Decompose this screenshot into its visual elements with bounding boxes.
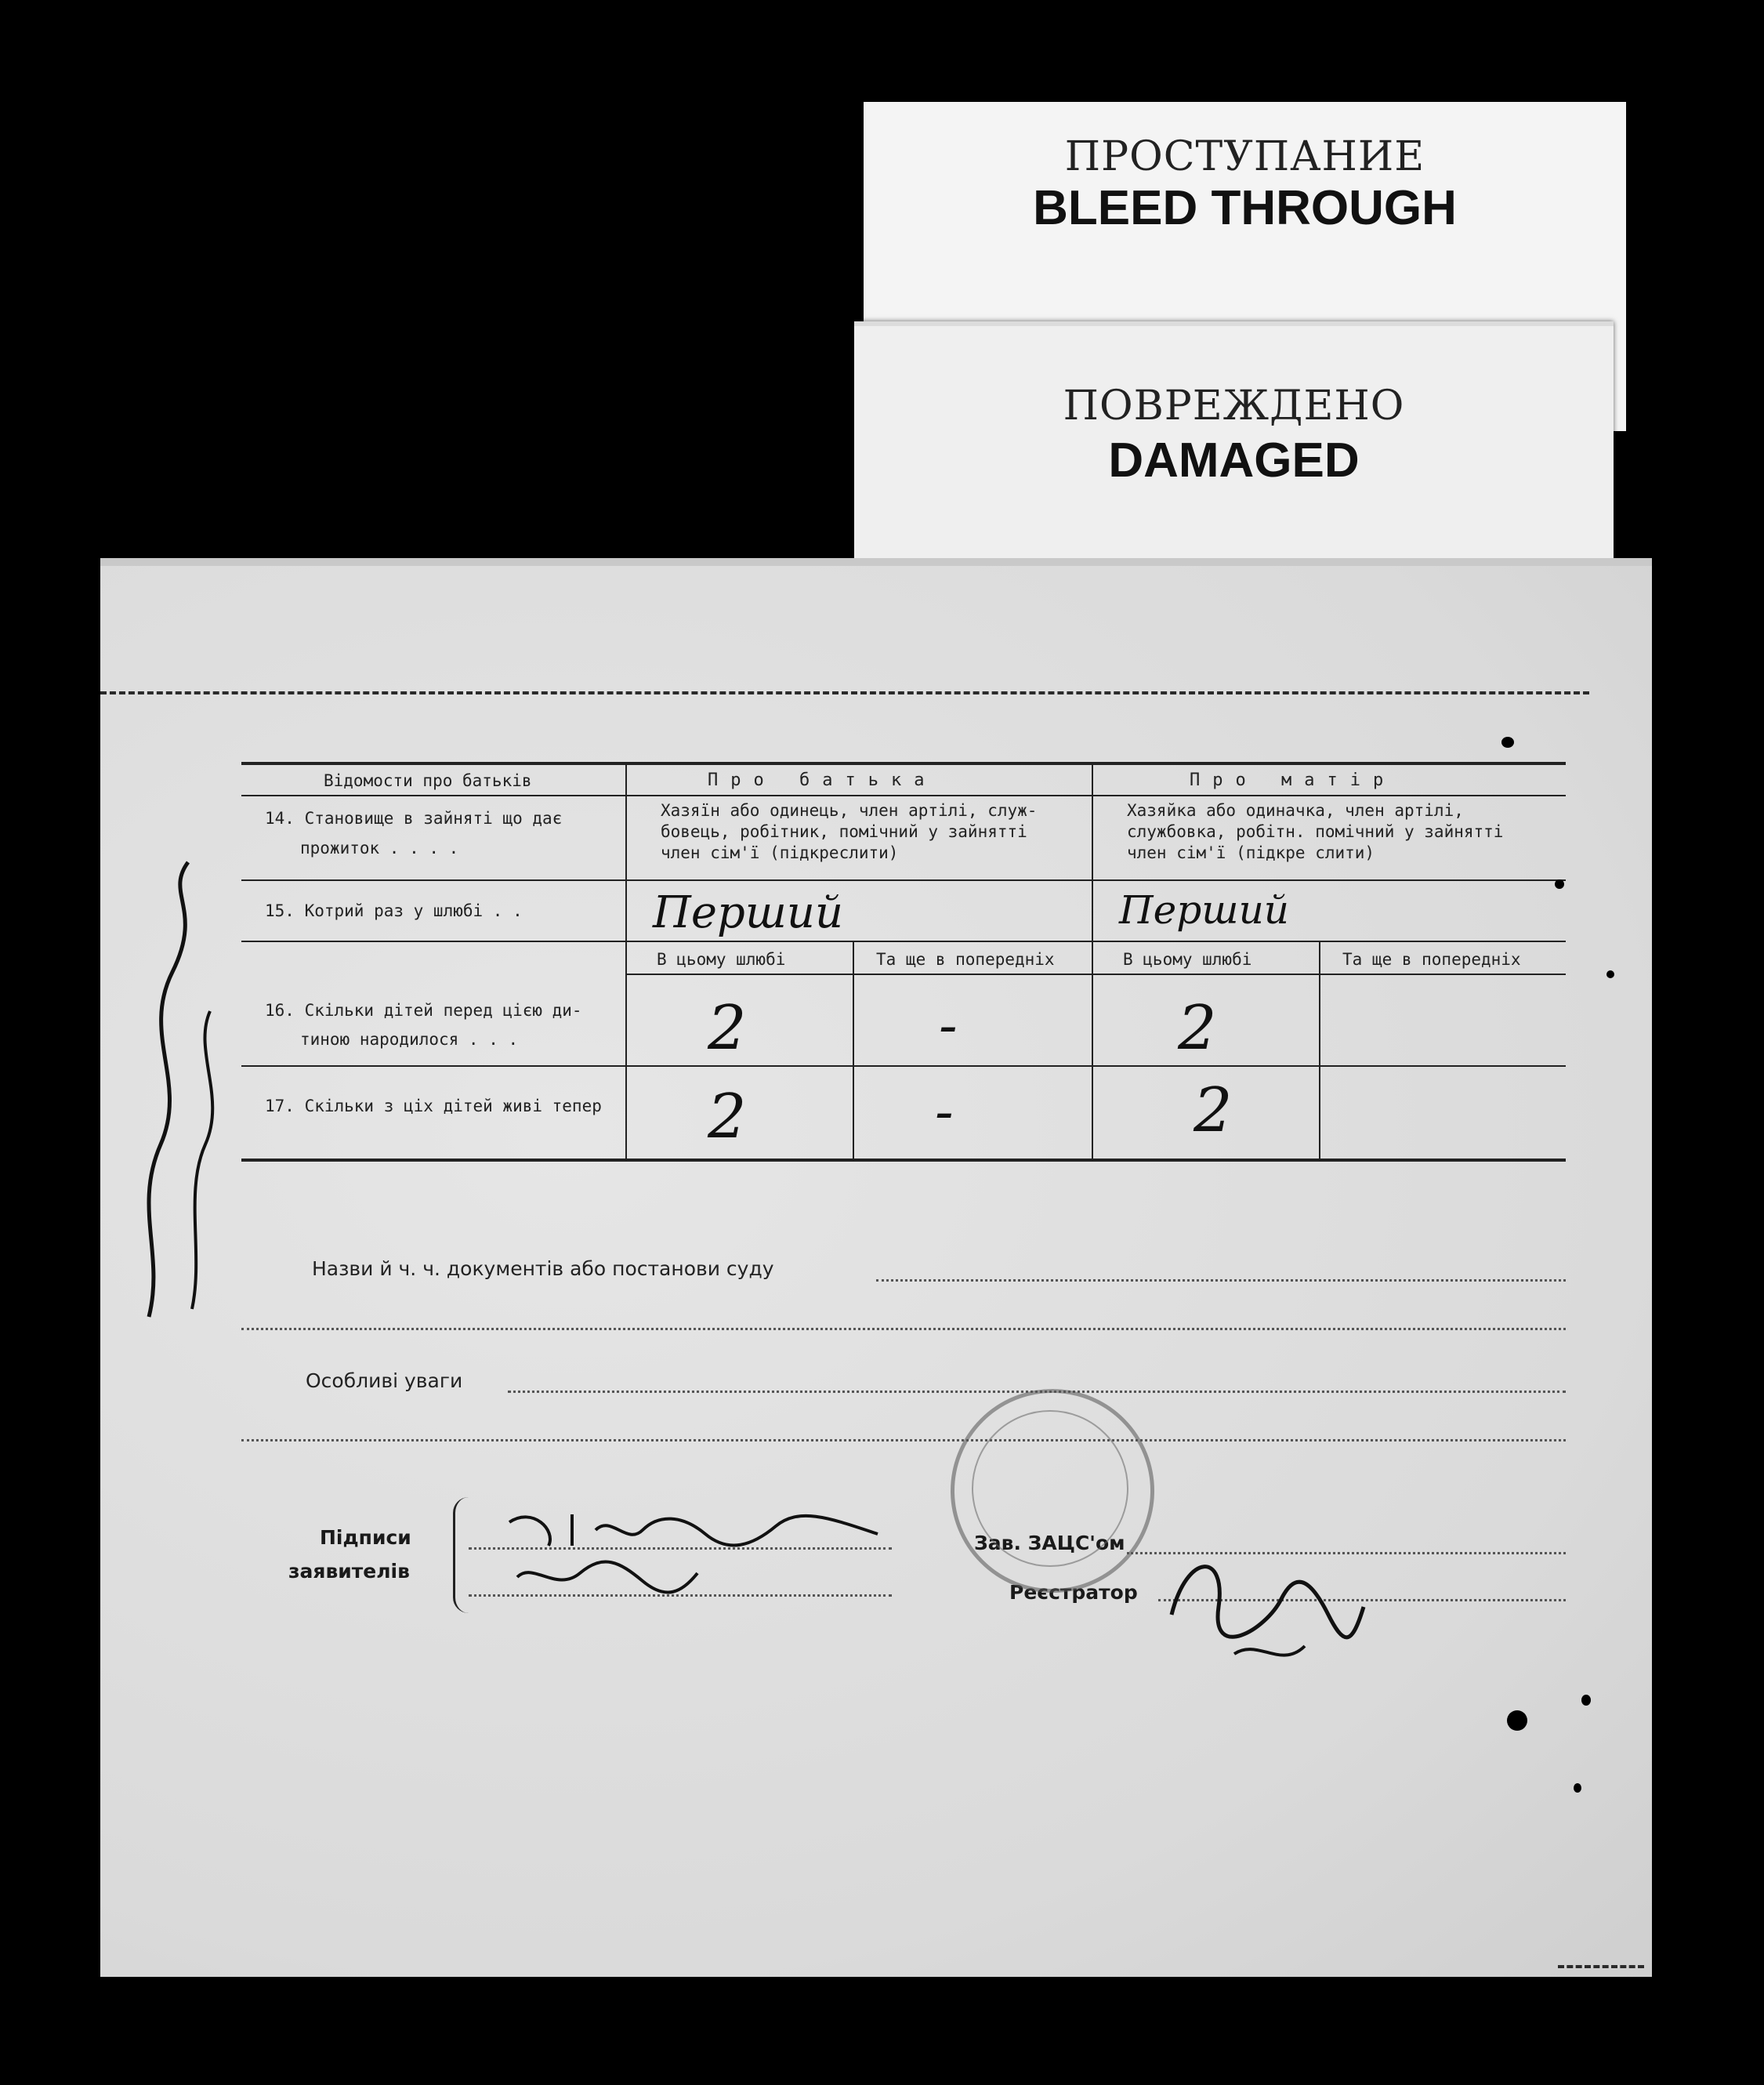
row14-label-line2: прожиток . . . . — [300, 839, 459, 858]
table-row14-rule — [241, 879, 1566, 881]
damaged-label-card — [854, 321, 1614, 585]
notes-label: Особливі уваги — [306, 1369, 463, 1392]
row14-father-line2: бовець, робітник, помічний у зайнятті — [661, 822, 1027, 841]
row17-father-prev: - — [935, 1079, 954, 1144]
bottom-perforation-line — [1558, 1965, 1644, 1968]
signatures-label-line2: заявителів — [288, 1560, 410, 1583]
documents-label: Назви й ч. ч. документів або постанови суду — [312, 1257, 774, 1280]
row16-father-this: 2 — [708, 993, 747, 1064]
table-bottom-rule — [241, 1159, 1566, 1162]
row17-mother-this: 2 — [1194, 1075, 1233, 1146]
margin-handwriting — [118, 847, 219, 1333]
registrar-signature — [1156, 1521, 1375, 1677]
notes-dotted-line-2 — [241, 1439, 1566, 1441]
registrar-label: Реєстратор — [1009, 1581, 1138, 1604]
perforation-line — [100, 691, 1589, 694]
row16-label-line1: 16. Скільки дітей перед цією ди- — [265, 1001, 582, 1020]
row17-label: 17. Скільки з ціх дітей живі тепер — [265, 1097, 602, 1115]
table-row16-rule — [241, 1065, 1566, 1067]
row15-label: 15. Котрий раз у шлюбі . . — [265, 901, 523, 920]
punch-hole — [1507, 1710, 1527, 1731]
documents-dotted-line-2 — [241, 1328, 1566, 1330]
row14-father-line1: Хазяїн або одинець, член артілі, служ- — [661, 801, 1038, 820]
signatures-label-line1: Підписи — [320, 1526, 411, 1549]
table-col-divider-3 — [1092, 763, 1093, 1160]
mother-header: Про матір — [1190, 771, 1396, 790]
table-col-divider-2 — [853, 942, 854, 1160]
row16-mother-this: 2 — [1178, 993, 1217, 1064]
table-row15-rule — [241, 941, 1566, 942]
row14-label-line1: 14. Становище в зайняті що дає — [265, 809, 563, 828]
punch-hole — [1606, 970, 1614, 978]
table-col-divider-4 — [1319, 942, 1320, 1160]
subhead-father-this: В цьому шлюбі — [657, 950, 786, 969]
col-header-parents: Відомости про батьків — [324, 771, 532, 790]
row14-mother-line3: член сім'ї (підкре слити) — [1127, 843, 1375, 862]
row17-father-this: 2 — [708, 1082, 747, 1152]
row16-label-line2: тиною народилося . . . — [300, 1030, 519, 1049]
subhead-mother-this: В цьому шлюбі — [1123, 950, 1252, 969]
punch-hole — [1501, 737, 1514, 748]
table-subhead-rule — [627, 974, 1566, 975]
table-col-divider-1 — [625, 763, 627, 1160]
bleed-through-label-ru: ПРОСТУПАНИЕ — [1064, 133, 1425, 180]
table-header-rule — [241, 795, 1566, 796]
punch-hole — [1555, 879, 1564, 889]
document-sheet — [100, 558, 1652, 1977]
applicant-signatures — [502, 1499, 909, 1608]
head-label: Зав. ЗАЦС'ом — [974, 1532, 1125, 1554]
subhead-mother-prev: Та ще в попередніх — [1342, 950, 1521, 969]
row16-father-prev: - — [939, 993, 958, 1057]
punch-hole — [1581, 1695, 1591, 1706]
damaged-label-en: DAMAGED — [1108, 433, 1360, 488]
father-header: Про батька — [708, 771, 937, 790]
row14-mother-line1: Хазяйка або одиначка, член артілі, — [1127, 801, 1464, 820]
subhead-father-prev: Та ще в попередніх — [876, 950, 1055, 969]
row15-father-value: Перший — [653, 887, 844, 938]
row15-mother-value: Перший — [1119, 887, 1289, 933]
row14-father-line3: член сім'ї (підкреслити) — [661, 843, 899, 862]
bleed-through-label-en: BLEED THROUGH — [1033, 181, 1457, 235]
documents-dotted-line — [876, 1279, 1566, 1282]
official-stamp — [951, 1389, 1154, 1593]
table-top-rule — [241, 762, 1566, 765]
punch-hole — [1574, 1783, 1581, 1793]
damaged-label-ru: ПОВРЕЖДЕНО — [1063, 383, 1405, 430]
row14-mother-line2: службовка, робітн. помічний у зайнятті — [1127, 822, 1504, 841]
